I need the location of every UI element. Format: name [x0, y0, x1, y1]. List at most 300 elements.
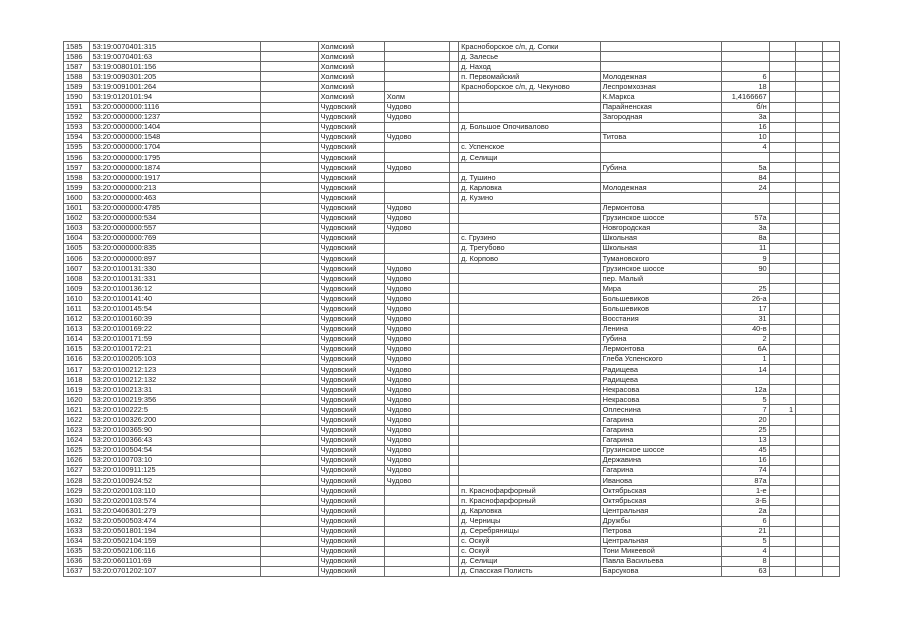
cadastral-number: 53:20:0000000:835: [90, 243, 260, 253]
street-cell: [600, 122, 721, 132]
city-cell: [384, 72, 449, 82]
locality-cell: д. Тушино: [459, 173, 601, 183]
district-cell: Чудовский: [318, 153, 384, 163]
extra-cell: [769, 344, 795, 354]
cadastral-number: 53:20:0100145:54: [90, 304, 260, 314]
empty-cell: [449, 173, 458, 183]
row-number: 1590: [64, 92, 90, 102]
empty-cell: [796, 324, 822, 334]
table-row: [64, 92, 840, 102]
city-cell: [384, 566, 449, 576]
district-cell: Чудовский: [318, 506, 384, 516]
extra-cell: [769, 354, 795, 364]
district-cell: Чудовский: [318, 334, 384, 344]
empty-cell: [796, 42, 822, 52]
empty-cell: [260, 536, 318, 546]
extra-cell: [769, 496, 795, 506]
district-cell: Чудовский: [318, 375, 384, 385]
cadastral-number: 53:20:0501801:194: [90, 526, 260, 536]
locality-cell: д. Корпово: [459, 253, 601, 263]
property-register-table: [63, 41, 840, 577]
street-cell: Тумановского: [600, 253, 721, 263]
table-row: [64, 284, 840, 294]
row-number: 1618: [64, 375, 90, 385]
empty-cell: [260, 102, 318, 112]
row-number: 1637: [64, 566, 90, 576]
empty-cell: [796, 314, 822, 324]
street-cell: [600, 42, 721, 52]
district-cell: Чудовский: [318, 566, 384, 576]
district-cell: Чудовский: [318, 415, 384, 425]
extra-cell: [769, 153, 795, 163]
empty-cell: [822, 233, 839, 243]
table-row: [64, 506, 840, 516]
district-cell: Чудовский: [318, 435, 384, 445]
street-cell: Школьная: [600, 243, 721, 253]
city-cell: [384, 536, 449, 546]
street-cell: Титова: [600, 132, 721, 142]
city-cell: Чудово: [384, 213, 449, 223]
street-cell: Дружбы: [600, 516, 721, 526]
empty-cell: [449, 445, 458, 455]
empty-cell: [796, 203, 822, 213]
empty-cell: [449, 122, 458, 132]
table-row: [64, 112, 840, 122]
empty-cell: [822, 354, 839, 364]
empty-cell: [796, 546, 822, 556]
empty-cell: [796, 304, 822, 314]
locality-cell: [459, 112, 601, 122]
district-cell: Холмский: [318, 52, 384, 62]
empty-cell: [260, 52, 318, 62]
table-row: [64, 294, 840, 304]
empty-cell: [260, 455, 318, 465]
city-cell: [384, 556, 449, 566]
locality-cell: [459, 476, 601, 486]
district-cell: Чудовский: [318, 163, 384, 173]
row-number: 1633: [64, 526, 90, 536]
empty-cell: [822, 486, 839, 496]
district-cell: Чудовский: [318, 344, 384, 354]
district-cell: Холмский: [318, 42, 384, 52]
row-number: 1611: [64, 304, 90, 314]
empty-cell: [260, 435, 318, 445]
district-cell: Чудовский: [318, 486, 384, 496]
street-cell: Октябрьская: [600, 486, 721, 496]
cadastral-number: 53:20:0601101:69: [90, 556, 260, 566]
empty-cell: [260, 385, 318, 395]
city-cell: Чудово: [384, 132, 449, 142]
locality-cell: д. Спасская Полисть: [459, 566, 601, 576]
house-number-cell: 2: [721, 334, 769, 344]
street-cell: Иванова: [600, 476, 721, 486]
empty-cell: [822, 183, 839, 193]
cadastral-number: 53:20:0000000:213: [90, 183, 260, 193]
cadastral-number: 53:20:0000000:1404: [90, 122, 260, 132]
cadastral-number: 53:20:0100131:331: [90, 274, 260, 284]
extra-cell: [769, 486, 795, 496]
row-number: 1599: [64, 183, 90, 193]
row-number: 1635: [64, 546, 90, 556]
district-cell: Чудовский: [318, 253, 384, 263]
city-cell: Чудово: [384, 223, 449, 233]
city-cell: [384, 253, 449, 263]
empty-cell: [796, 122, 822, 132]
empty-cell: [822, 203, 839, 213]
cadastral-number: 53:20:0100205:103: [90, 354, 260, 364]
house-number-cell: 87а: [721, 476, 769, 486]
cadastral-number: 53:20:0500503:474: [90, 516, 260, 526]
city-cell: Чудово: [384, 405, 449, 415]
house-number-cell: 18: [721, 82, 769, 92]
empty-cell: [796, 62, 822, 72]
district-cell: Чудовский: [318, 516, 384, 526]
row-number: 1632: [64, 516, 90, 526]
city-cell: Чудово: [384, 294, 449, 304]
cadastral-number: 53:20:0100212:123: [90, 365, 260, 375]
cadastral-number: 53:20:0000000:1874: [90, 163, 260, 173]
house-number-cell: 40-в: [721, 324, 769, 334]
empty-cell: [822, 264, 839, 274]
city-cell: [384, 122, 449, 132]
empty-cell: [260, 405, 318, 415]
empty-cell: [822, 385, 839, 395]
empty-cell: [260, 82, 318, 92]
row-number: 1613: [64, 324, 90, 334]
house-number-cell: 3а: [721, 223, 769, 233]
row-number: 1610: [64, 294, 90, 304]
cadastral-number: 53:19:0080101:156: [90, 62, 260, 72]
table-row: [64, 253, 840, 263]
extra-cell: [769, 173, 795, 183]
row-number: 1605: [64, 243, 90, 253]
street-cell: Радищева: [600, 365, 721, 375]
house-number-cell: 57а: [721, 213, 769, 223]
table-row: [64, 516, 840, 526]
table-row: [64, 385, 840, 395]
empty-cell: [449, 112, 458, 122]
extra-cell: [769, 142, 795, 152]
empty-cell: [449, 233, 458, 243]
row-number: 1589: [64, 82, 90, 92]
empty-cell: [260, 304, 318, 314]
street-cell: Мира: [600, 284, 721, 294]
row-number: 1636: [64, 556, 90, 566]
cadastral-number: 53:20:0100136:12: [90, 284, 260, 294]
empty-cell: [260, 465, 318, 475]
register-table-body: [64, 42, 840, 577]
empty-cell: [260, 486, 318, 496]
table-row: [64, 395, 840, 405]
locality-cell: [459, 264, 601, 274]
empty-cell: [822, 102, 839, 112]
empty-cell: [822, 122, 839, 132]
empty-cell: [260, 92, 318, 102]
district-cell: Чудовский: [318, 476, 384, 486]
empty-cell: [260, 183, 318, 193]
empty-cell: [822, 546, 839, 556]
city-cell: [384, 486, 449, 496]
row-number: 1619: [64, 385, 90, 395]
empty-cell: [449, 183, 458, 193]
street-cell: Парайненская: [600, 102, 721, 112]
street-cell: Губина: [600, 334, 721, 344]
cadastral-number: 53:20:0000000:1704: [90, 142, 260, 152]
empty-cell: [822, 365, 839, 375]
house-number-cell: 14: [721, 365, 769, 375]
row-number: 1598: [64, 173, 90, 183]
locality-cell: д. Трегубово: [459, 243, 601, 253]
empty-cell: [449, 72, 458, 82]
empty-cell: [260, 264, 318, 274]
empty-cell: [822, 415, 839, 425]
empty-cell: [796, 142, 822, 152]
district-cell: Чудовский: [318, 324, 384, 334]
extra-cell: [769, 203, 795, 213]
district-cell: Чудовский: [318, 243, 384, 253]
extra-cell: [769, 435, 795, 445]
cadastral-number: 53:19:0091001:264: [90, 82, 260, 92]
street-cell: Тони Микеевой: [600, 546, 721, 556]
empty-cell: [822, 465, 839, 475]
empty-cell: [449, 142, 458, 152]
extra-cell: [769, 42, 795, 52]
empty-cell: [796, 425, 822, 435]
street-cell: Новгородская: [600, 223, 721, 233]
empty-cell: [449, 42, 458, 52]
empty-cell: [822, 72, 839, 82]
row-number: 1612: [64, 314, 90, 324]
extra-cell: [769, 526, 795, 536]
empty-cell: [822, 284, 839, 294]
extra-cell: [769, 455, 795, 465]
table-row: [64, 52, 840, 62]
extra-cell: [769, 476, 795, 486]
table-row: [64, 203, 840, 213]
district-cell: Чудовский: [318, 496, 384, 506]
empty-cell: [260, 375, 318, 385]
house-number-cell: 1,4166667: [721, 92, 769, 102]
empty-cell: [796, 274, 822, 284]
empty-cell: [796, 445, 822, 455]
empty-cell: [449, 556, 458, 566]
street-cell: [600, 62, 721, 72]
empty-cell: [449, 163, 458, 173]
house-number-cell: 5: [721, 395, 769, 405]
register-sheet: [63, 41, 840, 577]
empty-cell: [796, 334, 822, 344]
extra-cell: [769, 556, 795, 566]
empty-cell: [260, 395, 318, 405]
house-number-cell: 25: [721, 284, 769, 294]
house-number-cell: 31: [721, 314, 769, 324]
street-cell: Глеба Успенского: [600, 354, 721, 364]
empty-cell: [796, 506, 822, 516]
row-number: 1606: [64, 253, 90, 263]
house-number-cell: 45: [721, 445, 769, 455]
empty-cell: [449, 536, 458, 546]
empty-cell: [822, 294, 839, 304]
empty-cell: [822, 425, 839, 435]
table-row: [64, 526, 840, 536]
table-row: [64, 556, 840, 566]
empty-cell: [796, 405, 822, 415]
city-cell: Чудово: [384, 102, 449, 112]
empty-cell: [822, 506, 839, 516]
table-row: [64, 233, 840, 243]
empty-cell: [260, 42, 318, 52]
extra-cell: [769, 132, 795, 142]
table-row: [64, 344, 840, 354]
table-row: [64, 304, 840, 314]
locality-cell: [459, 163, 601, 173]
cadastral-number: 53:20:0000000:1917: [90, 173, 260, 183]
empty-cell: [822, 395, 839, 405]
empty-cell: [796, 82, 822, 92]
empty-cell: [822, 526, 839, 536]
district-cell: Чудовский: [318, 284, 384, 294]
row-number: 1588: [64, 72, 90, 82]
empty-cell: [449, 62, 458, 72]
table-row: [64, 425, 840, 435]
extra-cell: [769, 546, 795, 556]
empty-cell: [260, 344, 318, 354]
empty-cell: [449, 203, 458, 213]
empty-cell: [449, 455, 458, 465]
empty-cell: [796, 435, 822, 445]
street-cell: К.Маркса: [600, 92, 721, 102]
empty-cell: [449, 546, 458, 556]
table-row: [64, 405, 840, 415]
table-row: [64, 435, 840, 445]
table-row: [64, 163, 840, 173]
house-number-cell: 6: [721, 72, 769, 82]
table-row: [64, 566, 840, 576]
city-cell: [384, 173, 449, 183]
extra-cell: [769, 82, 795, 92]
city-cell: Холм: [384, 92, 449, 102]
district-cell: Чудовский: [318, 365, 384, 375]
table-row: [64, 62, 840, 72]
street-cell: Барсукова: [600, 566, 721, 576]
cadastral-number: 53:20:0502104:159: [90, 536, 260, 546]
row-number: 1628: [64, 476, 90, 486]
locality-cell: [459, 274, 601, 284]
empty-cell: [796, 566, 822, 576]
locality-cell: Красноборское с/п, д. Сопки: [459, 42, 601, 52]
empty-cell: [822, 153, 839, 163]
house-number-cell: 3-Б: [721, 496, 769, 506]
empty-cell: [822, 243, 839, 253]
empty-cell: [449, 82, 458, 92]
empty-cell: [822, 536, 839, 546]
empty-cell: [260, 506, 318, 516]
row-number: 1595: [64, 142, 90, 152]
locality-cell: с. Успенское: [459, 142, 601, 152]
street-cell: [600, 142, 721, 152]
locality-cell: [459, 102, 601, 112]
empty-cell: [796, 213, 822, 223]
street-cell: Центральная: [600, 506, 721, 516]
city-cell: [384, 546, 449, 556]
empty-cell: [796, 264, 822, 274]
empty-cell: [449, 334, 458, 344]
empty-cell: [260, 365, 318, 375]
cadastral-number: 53:20:0000000:1795: [90, 153, 260, 163]
empty-cell: [260, 556, 318, 566]
empty-cell: [822, 82, 839, 92]
street-cell: Лермонтова: [600, 203, 721, 213]
city-cell: Чудово: [384, 365, 449, 375]
extra-cell: [769, 243, 795, 253]
extra-cell: [769, 294, 795, 304]
extra-cell: [769, 324, 795, 334]
empty-cell: [449, 385, 458, 395]
city-cell: Чудово: [384, 203, 449, 213]
empty-cell: [822, 556, 839, 566]
street-cell: Петрова: [600, 526, 721, 536]
row-number: 1614: [64, 334, 90, 344]
empty-cell: [260, 163, 318, 173]
house-number-cell: 16: [721, 122, 769, 132]
empty-cell: [260, 334, 318, 344]
row-number: 1585: [64, 42, 90, 52]
row-number: 1626: [64, 455, 90, 465]
empty-cell: [260, 213, 318, 223]
empty-cell: [822, 163, 839, 173]
city-cell: [384, 62, 449, 72]
district-cell: Чудовский: [318, 304, 384, 314]
locality-cell: [459, 284, 601, 294]
empty-cell: [449, 213, 458, 223]
empty-cell: [796, 526, 822, 536]
empty-cell: [796, 112, 822, 122]
table-row: [64, 365, 840, 375]
row-number: 1602: [64, 213, 90, 223]
locality-cell: [459, 324, 601, 334]
empty-cell: [260, 132, 318, 142]
empty-cell: [822, 253, 839, 263]
district-cell: Чудовский: [318, 395, 384, 405]
empty-cell: [260, 294, 318, 304]
row-number: 1587: [64, 62, 90, 72]
empty-cell: [260, 243, 318, 253]
locality-cell: д. Селищи: [459, 153, 601, 163]
row-number: 1615: [64, 344, 90, 354]
empty-cell: [449, 304, 458, 314]
extra-cell: [769, 365, 795, 375]
table-row: [64, 465, 840, 475]
street-cell: пер. Малый: [600, 274, 721, 284]
empty-cell: [449, 476, 458, 486]
empty-cell: [796, 375, 822, 385]
city-cell: Чудово: [384, 425, 449, 435]
district-cell: Чудовский: [318, 112, 384, 122]
empty-cell: [822, 223, 839, 233]
empty-cell: [796, 344, 822, 354]
city-cell: Чудово: [384, 395, 449, 405]
city-cell: Чудово: [384, 375, 449, 385]
table-row: [64, 122, 840, 132]
row-number: 1630: [64, 496, 90, 506]
empty-cell: [449, 354, 458, 364]
extra-cell: [769, 163, 795, 173]
district-cell: Чудовский: [318, 465, 384, 475]
table-row: [64, 183, 840, 193]
extra-cell: 1: [769, 405, 795, 415]
empty-cell: [449, 566, 458, 576]
empty-cell: [449, 294, 458, 304]
